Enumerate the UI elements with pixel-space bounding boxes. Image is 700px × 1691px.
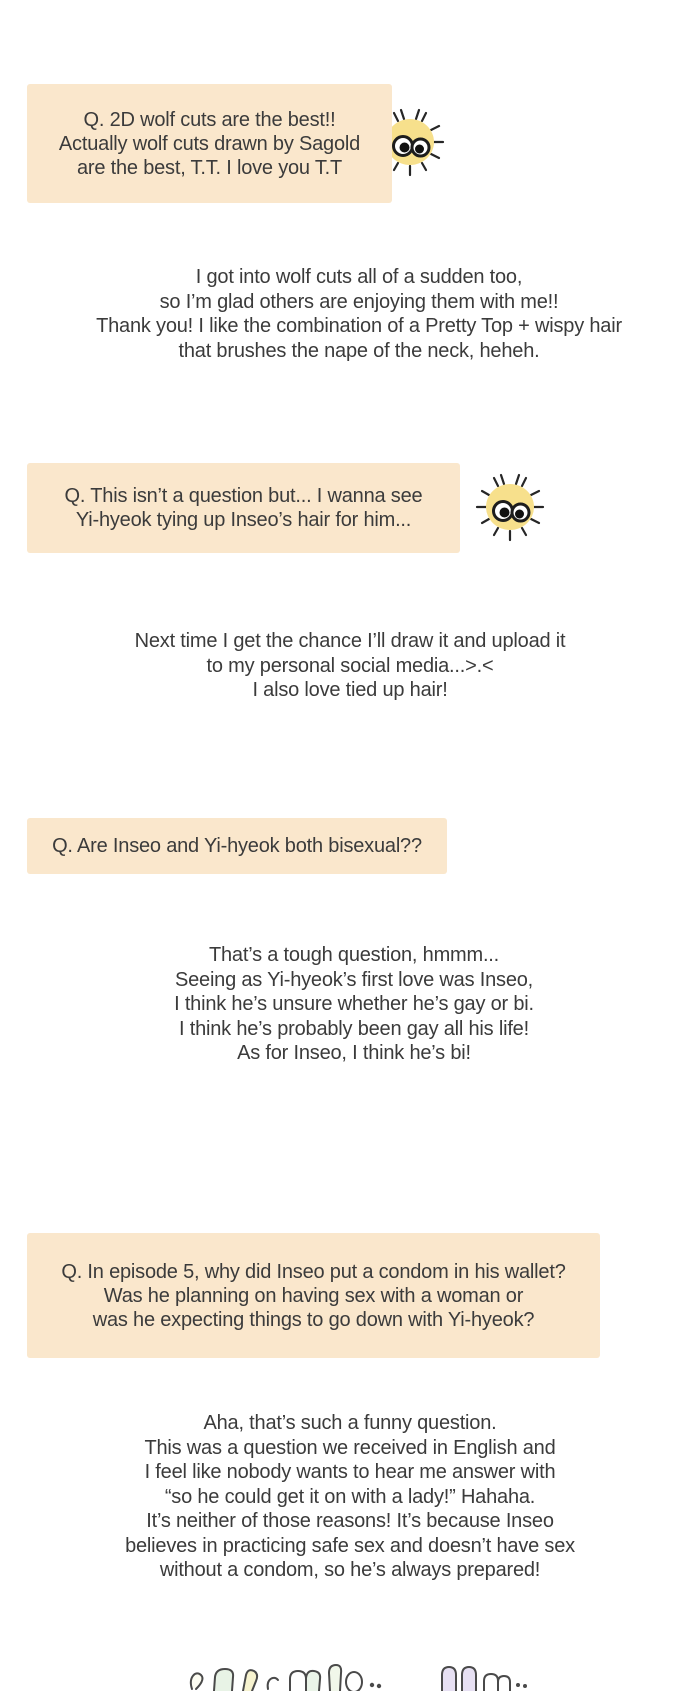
question-text-line: are the best, T.T. I love you T.T [76, 156, 343, 179]
answer-line: without a condom, so he’s always prepared! [159, 1559, 541, 1581]
handwritten-doodle [140, 1663, 560, 1691]
answer-line: so I’m glad others are enjoying them with me!! [159, 290, 559, 313]
answer-text [4, 943, 700, 1066]
answer-line: I got into wolf cuts all of a sudden too, [195, 266, 523, 288]
question-text-line: Actually wolf cuts drawn by Sagold [58, 132, 361, 155]
answer-line: Next time I get the chance I’ll draw it and upload it [134, 630, 566, 652]
answer-line: It’s neither of those reasons! It’s because Inseo [146, 1510, 554, 1532]
question-box [27, 463, 460, 553]
answer-line: “so he could get it on with a lady!” Hahaha. [164, 1485, 536, 1508]
fuzzball-mascot-icon [470, 466, 552, 548]
answer-line: to my personal social media...>.< [206, 654, 494, 677]
answer-line: I think he’s unsure whether he’s gay or bi. [174, 993, 534, 1015]
answer-line: I think he’s probably been gay all his life! [179, 1017, 529, 1040]
answer-text [0, 1411, 700, 1583]
question-box [27, 818, 447, 874]
question-text-line: Q. 2D wolf cuts are the best!! [83, 108, 336, 131]
question-box [27, 84, 392, 203]
answer-line: I feel like nobody wants to hear me answer with [144, 1461, 556, 1483]
answer-text [9, 265, 700, 363]
answer-line: This was a question we received in English and [144, 1436, 556, 1459]
answer-line: Seeing as Yi-hyeok’s first love was Inseo, [174, 968, 534, 991]
question-text-line: Q. This isn’t a question but... I wanna see [64, 485, 423, 507]
question-text-line: Yi-hyeok tying up Inseo’s hair for him... [75, 509, 412, 531]
answer-line: As for Inseo, I think he’s bi! [237, 1042, 471, 1064]
answer-line: Thank you! I like the combination of a Pretty Top + wispy hair [96, 315, 622, 337]
answer-line: believes in practicing safe sex and doesn’t have sex [125, 1534, 575, 1557]
answer-line: that brushes the nape of the neck, heheh. [178, 339, 540, 362]
question-text-line: Q. In episode 5, why did Inseo put a condom in his wallet? [61, 1260, 566, 1283]
answer-text [0, 629, 700, 703]
answer-line: Aha, that’s such a funny question. [203, 1412, 497, 1434]
answer-line: I also love tied up hair! [252, 679, 448, 701]
answer-line: That’s a tough question, hmmm... [208, 944, 500, 966]
question-text-line: Was he planning on having sex with a woman or [103, 1284, 524, 1307]
question-text-line: was he expecting things to go down with Yi-hyeok? [92, 1308, 535, 1331]
question-text-line: Q. Are Inseo and Yi-hyeok both bisexual?? [52, 835, 422, 857]
question-box [27, 1233, 600, 1358]
